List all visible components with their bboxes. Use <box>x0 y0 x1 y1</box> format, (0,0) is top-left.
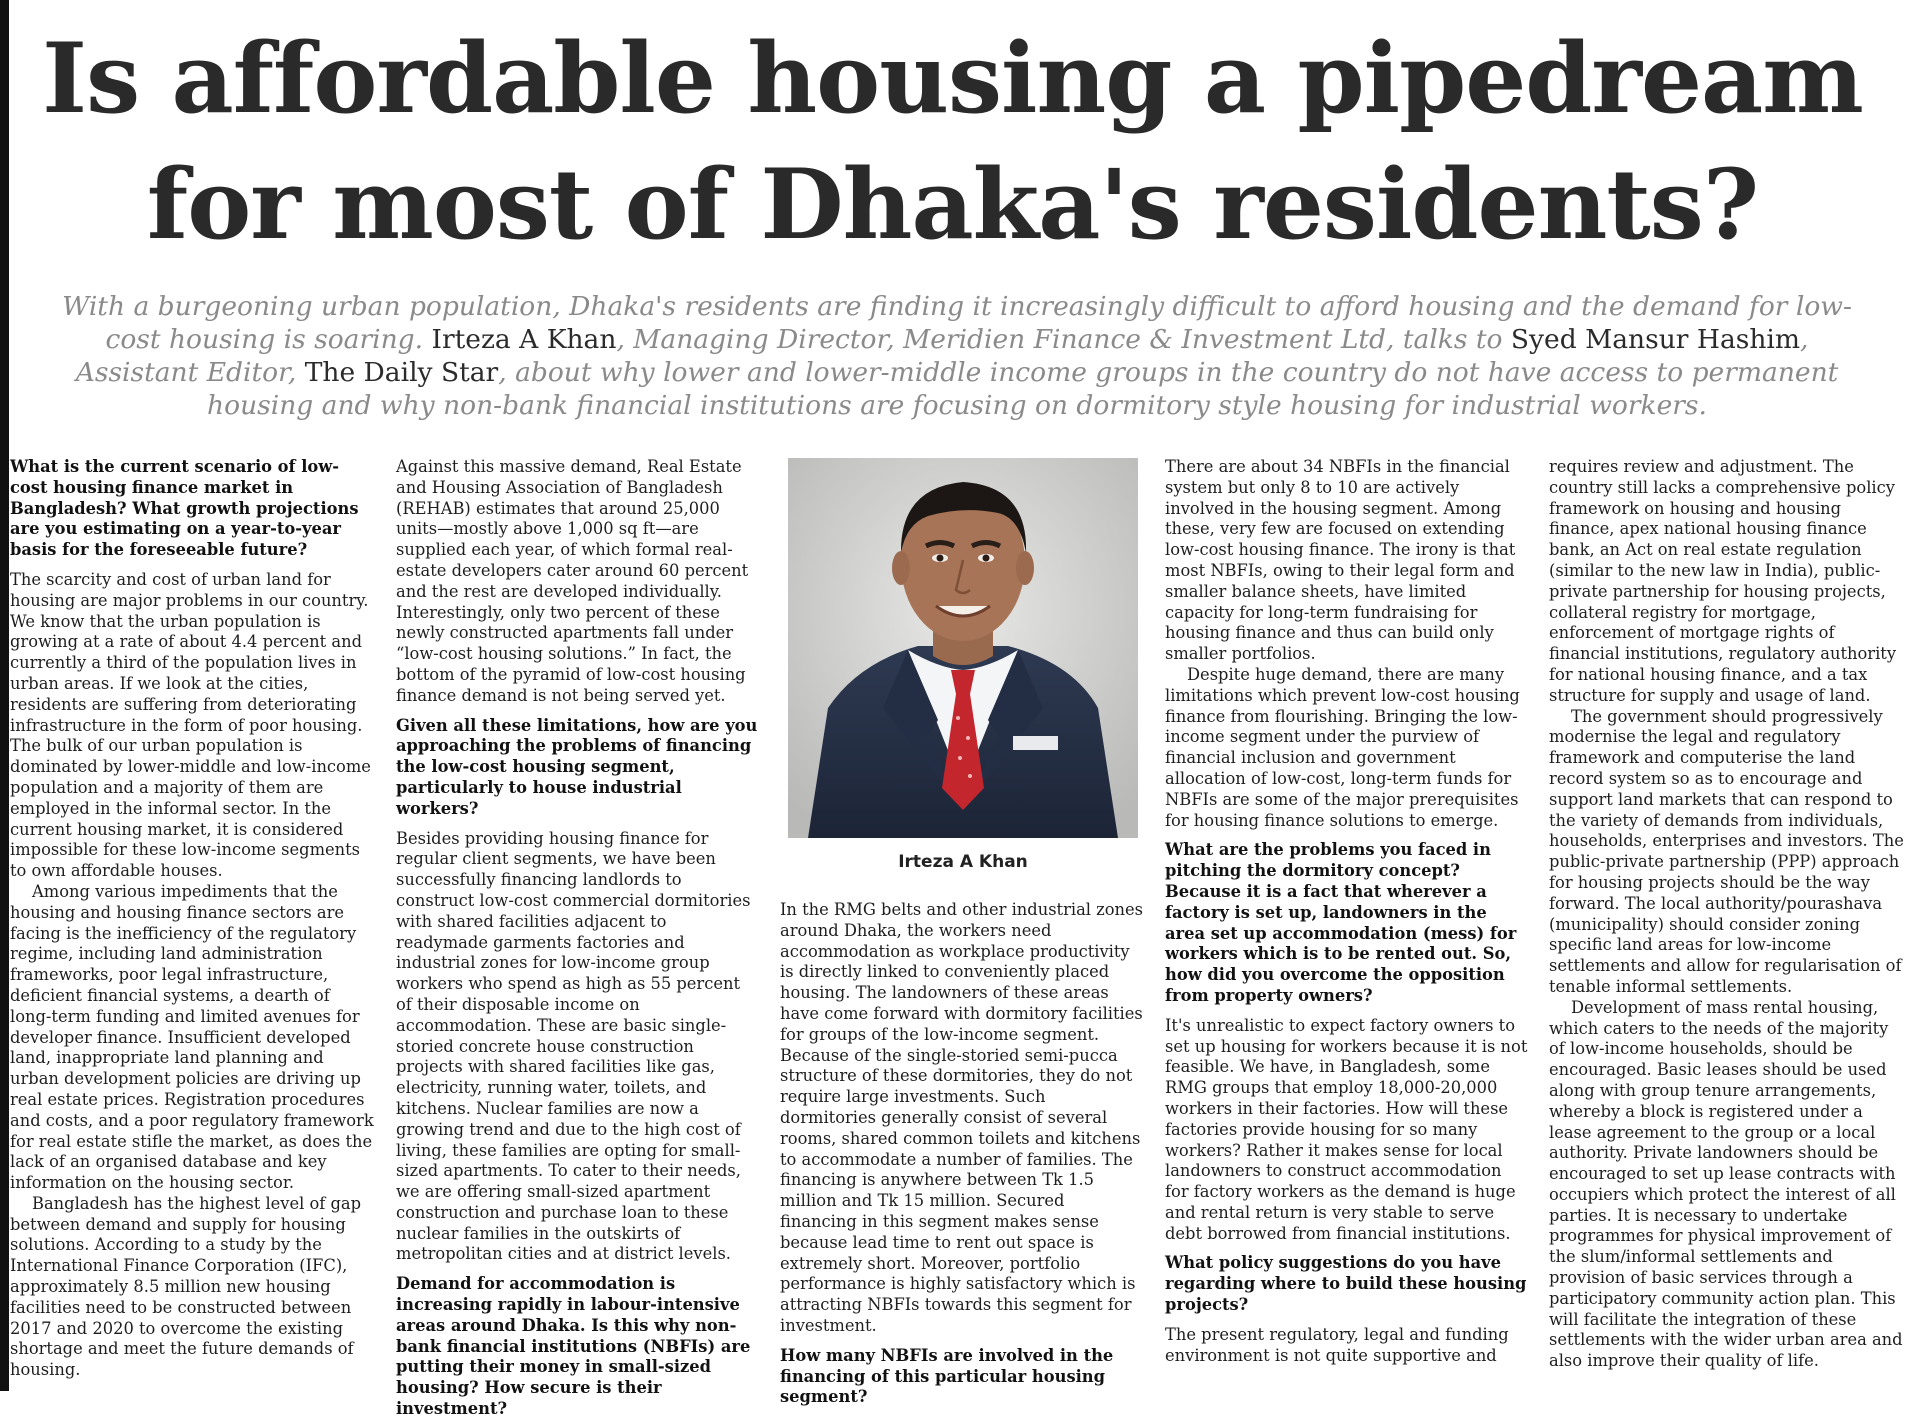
interviewer-name: Syed Mansur Hashim <box>1510 324 1801 355</box>
publication-name: The Daily Star <box>304 357 499 388</box>
article-column-1 <box>10 457 375 1382</box>
article-column-3 <box>780 900 1145 1407</box>
interview-answer: It's unrealistic to expect factory owners to set up housing for workers because it is not feasible. We have, in Bangladesh, some RMG groups that employ 18,000-20,000 workers in their factories. How will these factories provide housing for so many workers? Rather it makes sense for local landowners to construct accommodation for factory workers as the demand is huge and rental return is very stable to serve debt borrowed from financial institutions. <box>1165 1015 1528 1243</box>
interview-answer: Against this massive demand, Real Estate and Housing Association of Bangladesh (REHAB) estimates that around 25,000 units—mostly above 1,000 sq ft—are supplied each year, of which formal real-estate developers cater around 60 percent and the rest are developed individually. Interestingly, only two percent of these newly constructed apartments fall under “low-cost housing solutions.” In fact, the bottom of the pyramid of low-cost housing finance demand is not being served yet. <box>396 457 749 705</box>
interview-answer: Besides providing housing finance for regular client segments, we have been successfully financing landlords to construct low-cost commercial dormitories with shared facilities adjacent to readymade garments factories and industrial zones for low-income group workers who spend as high as 55 percent of their disposable income on accommodation. These are basic single-storied concrete house construction projects with shared facilities like gas, electricity, running water, toilets, and kitchens. Nuclear families are now a growing trend and due to the high cost of living, these families are opting for small-sized apartments. To cater to their needs, we are offering small-sized apartment construction and purchase loan to these nuclear families in the outskirts of metropolitan cities and at district levels. <box>396 828 751 1264</box>
interview-question: Given all these limitations, how are you approaching the problems of financing the low-cost housing segment, particularly to house industrial workers? <box>396 715 758 818</box>
standfirst-text: , Assistant Editor, <box>75 324 1809 388</box>
headline-line-2: for most of Dhaka's residents? <box>146 148 1759 261</box>
interview-answer: Among various impediments that the housing and housing finance sectors are facing is the inefficiency of the regulatory regime, including land administration frameworks, poor legal infrastructure, deficient financial systems, a dearth of long-term funding and limited avenues for developer finance. Insufficient developed land, inappropriate land planning and urban development policies are driving up real estate prices. Registration procedures and costs, and a poor regulatory framework for real estate stifle the market, as does the lack of an organised database and key information on the housing sector. <box>10 881 374 1193</box>
standfirst <box>62 290 1852 422</box>
standfirst-text: , about why lower and lower-middle income groups in the country do not have access to permanent housing and why non-bank financial institutions are focusing on dormitory style housing for industrial workers. <box>207 357 1839 421</box>
interviewee-photo <box>788 458 1138 838</box>
interview-question: What are the problems you faced in pitching the dormitory concept? Because it is a fact that wherever a factory is set up, landowners in the area set up accommodation (mess) for workers which is to be rented out. So, how did you overcome the opposition from property owners? <box>1165 840 1517 1005</box>
interview-answer: Development of mass rental housing, which caters to the needs of the majority of low-income households, should be encouraged. Basic leases should be used along with group tenure arrangements, whereby a block is registered under a lease agreement to the group or a local authority. Private landowners should be encouraged to set up lease contracts with occupiers which protect the interest of all parties. It is necessary to undertake programmes for physical improvement of the slum/informal settlements and provision of basic services through a participatory community action plan. This will facilitate the integration of these settlements with the wider urban area and also improve their quality of life. <box>1549 997 1903 1371</box>
article-column-4 <box>1165 457 1530 1382</box>
interview-answer: Bangladesh has the highest level of gap between demand and supply for housing solutions. According to a study by the International Finance Corporation (IFC), approximately 8.5 million new housing facilities need to be constructed between 2017 and 2020 to overcome the existing shortage and meet the future demands of housing. <box>10 1193 362 1380</box>
interview-answer: The scarcity and cost of urban land for housing are major problems in our country. We know that the urban population is growing at a rate of about 4.4 percent and currently a third of the population lives in urban areas. If we look at the cities, residents are suffering from deteriorating infrastructure in the form of poor housing. The bulk of our urban population is dominated by lower-middle and low-income population and a majority of them are employed in the informal sector. In the current housing market, it is considered impossible for these low-income segments to own affordable houses. <box>10 569 371 881</box>
interview-answer: requires review and adjustment. The country still lacks a comprehensive policy framework on housing and housing finance, apex national housing finance bank, an Act on real estate regulation (similar to the new law in India), public-private partnership for housing projects, collateral registry for mortgage, enforcement of mortgage rights of financial institutions, regulatory authority for national housing finance, and a tax structure for supply and usage of land. <box>1549 457 1897 705</box>
standfirst-text: With a burgeoning urban population, Dhaka's residents are finding it increasingly difficult to afford housing and the demand for low-cost housing is soaring. <box>62 291 1852 355</box>
interview-answer: Despite huge demand, there are many limitations which prevent low-cost housing finance from flourishing. Bringing the low-income segment under the purview of financial inclusion and government allocation of low-cost, long-term funds for NBFIs are some of the major prerequisites for housing finance solutions to emerge. <box>1165 664 1520 830</box>
article-column-2 <box>396 457 758 1419</box>
page-edge-shadow <box>0 0 9 1391</box>
headline-line-1: Is affordable housing a pipedream <box>42 22 1863 135</box>
article-column-5 <box>1549 457 1905 1382</box>
interview-question: How many NBFIs are involved in the financing of this particular housing segment? <box>780 1345 1114 1407</box>
photo-caption: Irteza A Khan <box>898 852 1028 872</box>
interview-answer: The present regulatory, legal and funding environment is not quite supportive and <box>1165 1324 1509 1365</box>
interviewee-name: Irteza A Khan <box>431 324 617 355</box>
interview-answer: In the RMG belts and other industrial zones around Dhaka, the workers need accommodation as workplace productivity is directly linked to conveniently placed housing. The landowners of these areas have come forward with dormitory facilities for groups of the low-income segment. Because of the single-storied semi-pucca structure of these dormitories, they do not require large investments. Such dormitories generally consist of several rooms, shared common toilets and kitchens to accommodate a number of families. The financing is anywhere between Tk 1.5 million and Tk 15 million. Secured financing in this segment makes sense because lead time to rent out space is extremely short. Moreover, portfolio performance is highly satisfactory which is attracting NBFIs towards this segment for investment. <box>780 900 1144 1335</box>
interview-answer: There are about 34 NBFIs in the financial system but only 8 to 10 are actively involved in the housing segment. Among these, very few are focused on extending low-cost housing finance. The irony is that most NBFIs, owing to their legal form and smaller balance sheets, have limited capacity for long-term fundraising for housing finance and thus can build only smaller portfolios. <box>1165 457 1516 664</box>
standfirst-text: , Managing Director, Meridien Finance & Investment Ltd, talks to <box>616 324 1511 355</box>
interview-answer: The government should progressively modernise the legal and regulatory framework and computerise the land record system so as to encourage and support land markets that can respond to the variety of demands from individuals, households, enterprises and investors. The public-private partnership (PPP) approach for housing projects should be the way forward. The local authority/pourashava (municipality) should consider zoning specific land areas for low-income settlements and allow for regularisation of tenable informal settlements. <box>1549 706 1904 996</box>
interview-question: Demand for accommodation is increasing rapidly in labour-intensive areas around Dhaka. Is this why non-bank financial institutions (NBFIs) are putting their money in small-sized housing? How secure is their investment? <box>396 1274 751 1419</box>
portrait-illustration <box>788 458 1138 838</box>
interview-question: What is the current scenario of low-cost housing finance market in Bangladesh? What growth projections are you estimating on a year-to-year basis for the foreseeable future? <box>10 457 359 560</box>
headline <box>30 16 1875 268</box>
interview-question: What policy suggestions do you have regarding where to build these housing projects? <box>1165 1253 1527 1315</box>
